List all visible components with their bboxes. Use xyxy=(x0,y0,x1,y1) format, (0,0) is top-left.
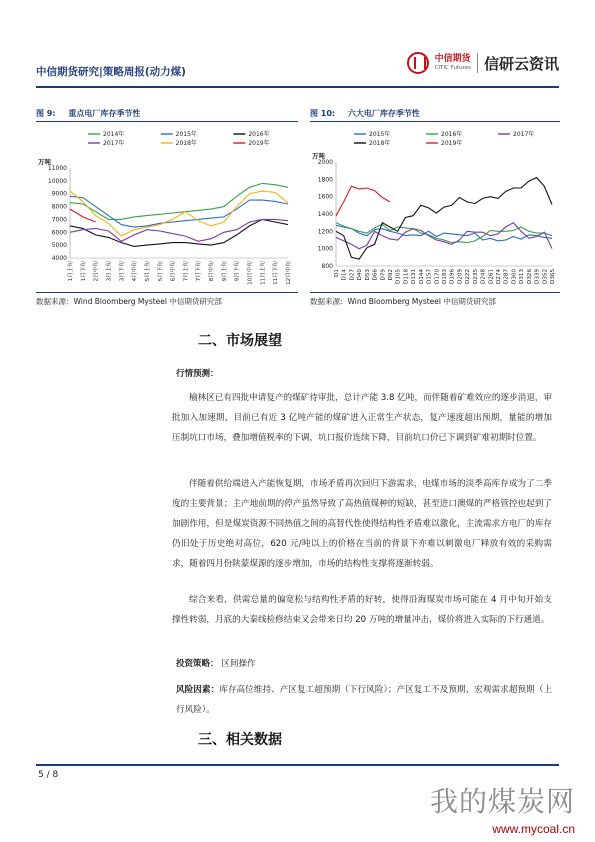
y-tick-label: 10000 xyxy=(47,177,67,185)
x-tick-label: D222 xyxy=(465,269,472,284)
x-tick-label: D27 xyxy=(349,269,356,281)
paragraph-3: 综合来看，供需总量的偏宽松与结构性矛盾的好转，使得沿海煤炭市场可能在 4 月中旬开始支撑性转弱，月底的大秦线检修结束又会带来日均 20 万吨的增量冲击，煤价将进入实际的下行通道。 xyxy=(172,595,552,625)
figure-9-number: 图 9: xyxy=(36,109,56,118)
x-tick-label: D183 xyxy=(442,269,448,284)
legend-label: 2017年 xyxy=(103,140,125,148)
legend-label: 2017年 xyxy=(513,131,535,139)
y-tick-label: 800 xyxy=(321,263,333,270)
y-tick-label: 2000 xyxy=(317,159,333,166)
x-tick-label: 7月下旬 xyxy=(196,261,203,282)
x-tick-label: D53 xyxy=(364,269,371,281)
series-line-2019年 xyxy=(336,186,390,215)
x-tick-label: 11月下旬 xyxy=(273,261,280,285)
citic-logo-icon xyxy=(407,52,429,74)
y-tick-label: 1600 xyxy=(317,193,333,201)
section-3-title: 三、相关数据 xyxy=(198,732,282,748)
y-tick-label: 11000 xyxy=(47,165,67,172)
figure-10 xyxy=(310,108,560,307)
logo-en: CITIC Futures xyxy=(434,64,471,71)
header-rule xyxy=(36,86,559,88)
legend-label: 2015年 xyxy=(369,131,391,139)
x-tick-label: 5月下旬 xyxy=(157,261,164,282)
x-tick-label: D326 xyxy=(526,269,533,284)
x-tick-label: D118 xyxy=(403,269,410,284)
x-tick-label: 9月上旬 xyxy=(221,261,228,282)
x-tick-label: 5月上旬 xyxy=(144,261,151,282)
y-unit-label: 万吨 xyxy=(38,158,51,166)
logo-separator xyxy=(477,53,478,73)
brand-name: 信研云资讯 xyxy=(483,54,559,73)
y-tick-label: 5000 xyxy=(51,242,67,250)
x-tick-label: D261 xyxy=(488,269,495,284)
x-tick-label: D339 xyxy=(534,269,541,284)
x-tick-label: D313 xyxy=(519,269,526,284)
watermark-cn: 我的煤炭网 xyxy=(429,785,575,818)
x-tick-label: D248 xyxy=(480,269,487,284)
risk-value: 库存高位维持、产区复工超预期（下行风险）；产区复工不及预期、宏观需求超预期（上行风险）。 xyxy=(176,685,552,715)
forecast-label: 行情预测： xyxy=(176,369,219,379)
x-tick-label: D92 xyxy=(388,269,394,281)
x-tick-label: 9月下旬 xyxy=(234,261,241,282)
x-tick-label: D287 xyxy=(503,269,510,284)
x-tick-label: D157 xyxy=(426,269,433,284)
y-tick-label: 4000 xyxy=(51,255,67,262)
y-tick-label: 6000 xyxy=(51,229,67,237)
figure-10-title: 六大电厂库存季节性 xyxy=(347,109,420,118)
x-tick-label: 1月下旬 xyxy=(80,261,87,282)
x-tick-label: D105 xyxy=(395,269,402,284)
x-tick-label: 4月中旬 xyxy=(132,261,139,282)
x-tick-label: D196 xyxy=(449,269,456,284)
x-tick-label: D131 xyxy=(411,269,418,284)
y-tick-label: 9000 xyxy=(51,190,67,198)
x-tick-label: 3月下旬 xyxy=(119,261,126,282)
x-tick-label: D1 xyxy=(334,269,340,277)
series-line-2016年 xyxy=(70,219,288,246)
strategy-line xyxy=(176,657,256,669)
x-tick-label: D144 xyxy=(418,269,425,284)
x-tick-label: D40 xyxy=(357,269,364,281)
y-unit-label: 万吨 xyxy=(312,152,325,160)
series-line-2017年 xyxy=(336,223,552,249)
x-tick-label: D235 xyxy=(472,269,479,284)
y-tick-label: 1000 xyxy=(317,245,333,253)
x-tick-label: 3月上旬 xyxy=(106,261,113,282)
risk-label: 风险因素： xyxy=(176,685,220,695)
legend-label: 2015年 xyxy=(175,131,197,139)
y-tick-label: 8000 xyxy=(51,203,67,211)
figure-10-number: 图 10: xyxy=(310,109,336,118)
x-tick-label: 1月上旬 xyxy=(68,261,74,282)
strategy-value: 区间操作 xyxy=(221,659,256,669)
x-tick-label: D365 xyxy=(550,269,556,284)
legend-label: 2016年 xyxy=(248,131,270,139)
y-tick-label: 1800 xyxy=(317,176,333,184)
paragraph-2: 伴随着供给端进入产能恢复期，市场矛盾再次回归下游需求，电煤市场的淡季高库存成为了二季度的主要背景；主产地前期的停产虽然导致了高热值煤种的短缺，甚至进口澳煤的严格管控也起到了加剧作用，但是煤炭资源不同热值之间的高替代性使得结构性矛盾难以激化，主流需求方电厂的库存仍旧处于历史绝对高位，620 元/吨以上的价格在当前的背景下亦难以刺激电厂释放有效的采购需求，随着四月份陕蒙煤源的逐步增加，市场的结构性支撑将逐渐转弱。 xyxy=(172,479,552,569)
x-tick-label: D209 xyxy=(457,269,464,284)
legend-label: 2019年 xyxy=(441,140,463,148)
x-tick-label: D352 xyxy=(542,269,549,284)
x-tick-label: 11月上旬 xyxy=(260,261,267,285)
y-tick-label: 7000 xyxy=(51,216,67,224)
series-line-2018年 xyxy=(336,178,552,260)
legend-label: 2018年 xyxy=(369,140,391,148)
figure-9-source: 数据来源：Wind Bloomberg Mysteel 中信期货研究部 xyxy=(36,292,298,307)
figure-10-source: 数据来源：Wind Bloomberg Mysteel 中信期货研究部 xyxy=(310,292,560,307)
logo-cn: 中信期货 xyxy=(434,53,471,64)
chart-six-plant-inventory xyxy=(310,128,560,288)
figure-9 xyxy=(36,108,298,307)
chart-key-plant-inventory xyxy=(36,128,298,288)
x-tick-label: 7月上旬 xyxy=(183,261,190,282)
figure-10-caption xyxy=(310,108,560,122)
legend-label: 2016年 xyxy=(441,131,463,139)
footer-rule xyxy=(36,764,559,766)
x-tick-label: D300 xyxy=(511,269,518,284)
x-tick-label: 6月中旬 xyxy=(170,261,177,282)
page-header xyxy=(36,40,559,86)
watermark xyxy=(430,780,575,836)
x-tick-label: D79 xyxy=(380,269,387,281)
figure-9-title: 重点电厂库存季节性 xyxy=(68,109,141,118)
x-tick-label: D66 xyxy=(372,269,379,281)
x-tick-label: 2月中旬 xyxy=(93,261,100,282)
legend-label: 2014年 xyxy=(103,131,125,139)
paragraph-1: 榆林区已有四批申请复产的煤矿待审批，总计产能 3.8 亿吨，而伴随着矿难效应的逐步消退，审批加入加速期，目前已有近 3 亿吨产能的煤矿进入正常生产状态，复产速度超出预期，量能的增加压制坑口市场，叠加增值税率的下调，坑口报价连续下降，目前坑口价已下调到矿难初期时位置。 xyxy=(172,393,552,443)
x-tick-label: 8月中旬 xyxy=(209,261,216,282)
report-title: 中信期货研究|策略周报(动力煤) xyxy=(36,66,186,78)
legend-label: 2018年 xyxy=(175,140,197,148)
logo-group xyxy=(407,48,559,78)
section-2-title: 二、市场展望 xyxy=(198,333,282,349)
series-line-2014年 xyxy=(70,183,288,219)
figure-9-caption xyxy=(36,108,298,122)
x-tick-label: 12月中旬 xyxy=(286,261,292,285)
legend-label: 2019年 xyxy=(248,140,270,148)
strategy-label: 投资策略： xyxy=(176,659,219,669)
page-number: 5 / 8 xyxy=(38,770,59,780)
risk-line xyxy=(172,680,552,720)
x-tick-label: D274 xyxy=(496,269,502,284)
x-tick-label: D14 xyxy=(341,269,348,281)
y-tick-label: 1200 xyxy=(317,228,333,236)
x-tick-label: 10月中旬 xyxy=(247,261,254,285)
watermark-url: www.mycoal.cn xyxy=(492,822,575,836)
x-tick-label: D170 xyxy=(434,269,441,284)
y-tick-label: 1400 xyxy=(317,211,333,218)
